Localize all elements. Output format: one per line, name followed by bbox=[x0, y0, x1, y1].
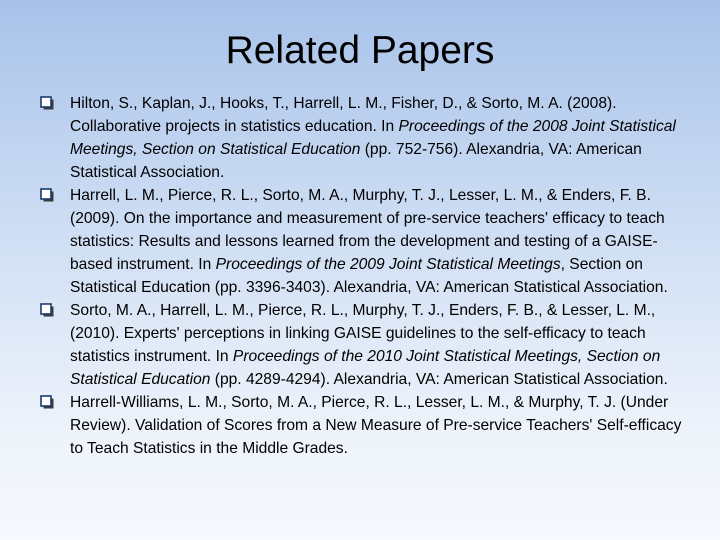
slide-title: Related Papers bbox=[225, 29, 495, 72]
reference-item bbox=[40, 92, 688, 184]
reference-text-part: (pp. 752-756). Alexandria, VA: American Statistical Association. bbox=[70, 141, 642, 181]
reference-text bbox=[70, 187, 668, 296]
reference-text-part: Harrell, L. M., Pierce, R. L., Sorto, M. A., Murphy, T. J., Lesser, L. M., & Enders, F. B. (2009). On the importance and measurement of pre-service teachers' efficacy to teach statistics: Results and lessons learned from the development and testing of a GAISE-based instrument. In bbox=[70, 187, 665, 273]
hollow-square-bullet-icon bbox=[40, 188, 55, 203]
reference-text bbox=[70, 95, 676, 181]
reference-item bbox=[40, 299, 688, 391]
reference-text-part-italic: Proceedings of the 2010 Joint Statistical Meetings, Section on Statistical Education bbox=[70, 348, 661, 388]
hollow-square-bullet-icon bbox=[40, 395, 55, 410]
reference-text bbox=[70, 302, 668, 388]
reference-text bbox=[70, 394, 681, 457]
reference-list bbox=[40, 92, 688, 460]
reference-text-part: Hilton, S., Kaplan, J., Hooks, T., Harrell, L. M., Fisher, D., & Sorto, M. A. (2008). Collaborative projects in statistics education. In bbox=[70, 95, 617, 135]
reference-item bbox=[40, 391, 688, 460]
hollow-square-bullet-icon bbox=[40, 303, 55, 318]
reference-text-part: , Section on Statistical Education (pp. 3396-3403). Alexandria, VA: American Statistical Association. bbox=[70, 256, 668, 296]
hollow-square-bullet-icon bbox=[40, 96, 55, 111]
reference-text-part-italic: Proceedings of the 2008 Joint Statistical Meetings, Section on Statistical Education bbox=[70, 118, 676, 158]
reference-text-part: Sorto, M. A., Harrell, L. M., Pierce, R. L., Murphy, T. J., Enders, F. B., & Lesser, L. M., (2010). Experts' perceptions in linking GAISE guidelines to the self-efficacy to teach statistics instrument. In bbox=[70, 302, 656, 365]
reference-text-part: Harrell-Williams, L. M., Sorto, M. A., Pierce, R. L., Lesser, L. M., & Murphy, T. J. (Under Review). Validation of Scores from a New Measure of Pre-service Teachers' Self-efficacy to Teach Statistics in the Middle Grades. bbox=[70, 394, 682, 457]
reference-text-part: (pp. 4289-4294). Alexandria, VA: American Statistical Association. bbox=[210, 371, 668, 388]
reference-text-part-italic: Proceedings of the 2009 Joint Statistical Meetings bbox=[215, 256, 561, 273]
reference-item bbox=[40, 184, 688, 299]
